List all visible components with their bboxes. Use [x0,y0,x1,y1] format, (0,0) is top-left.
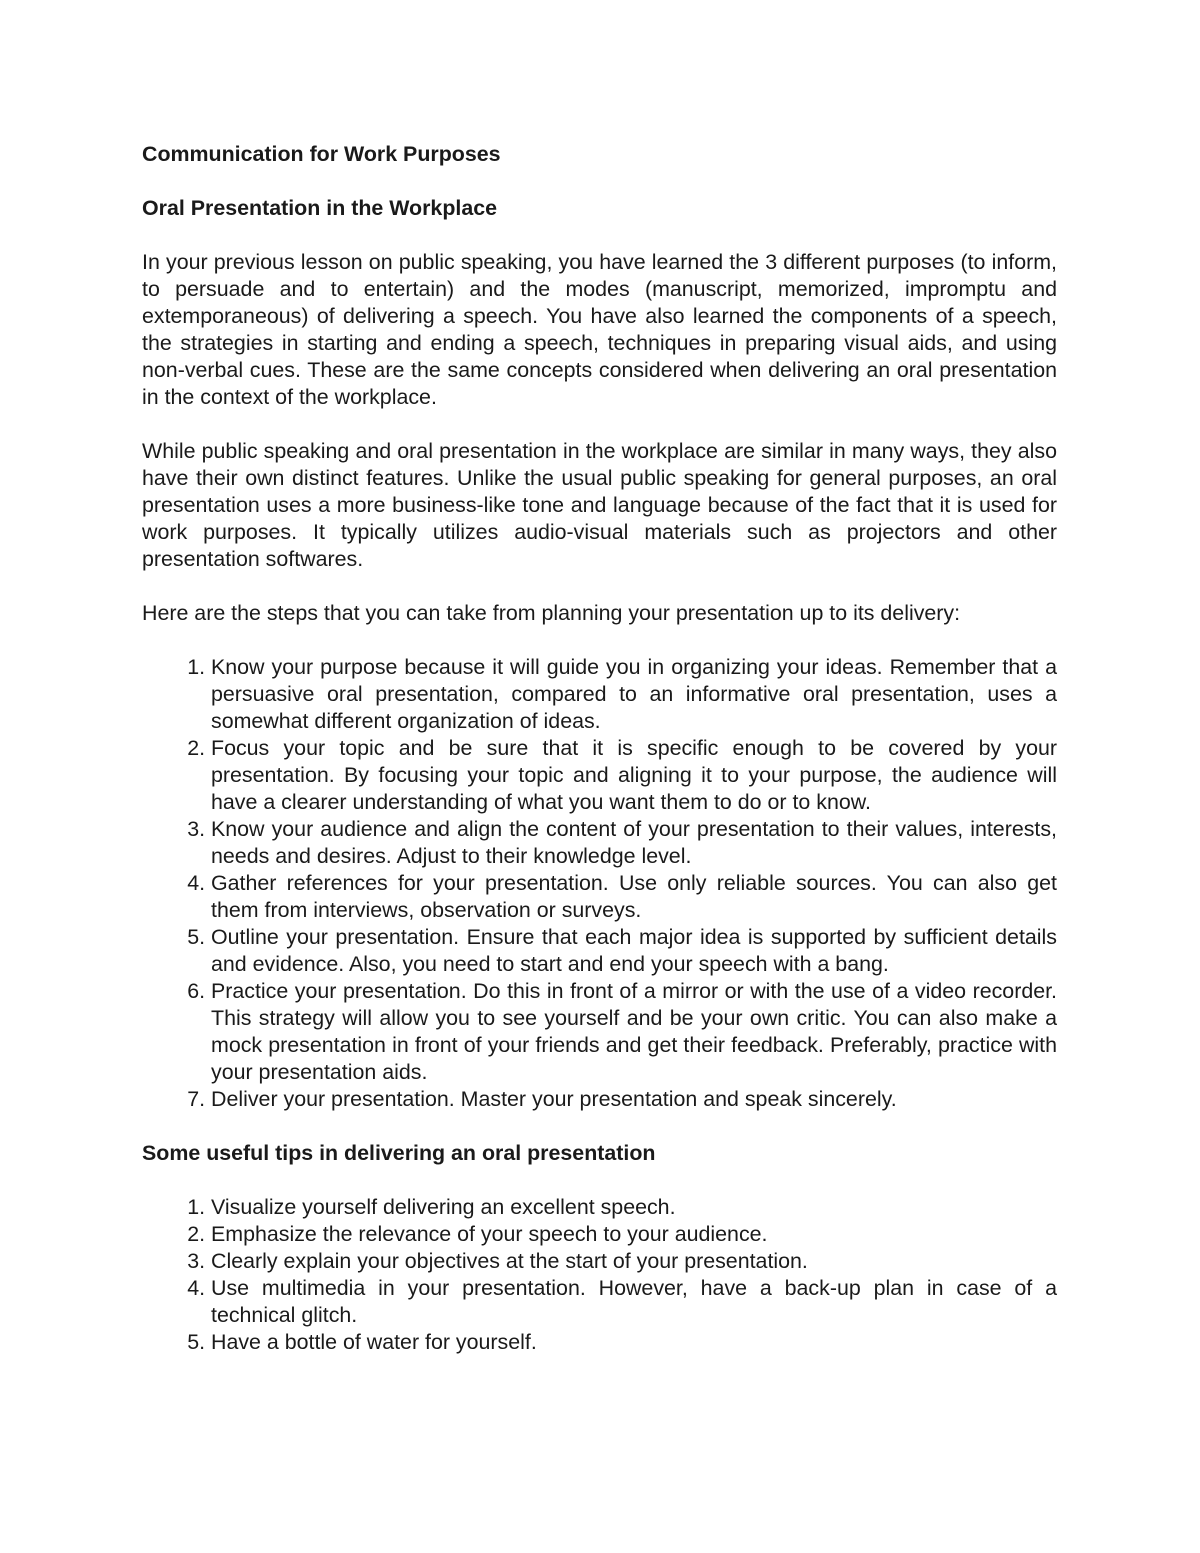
document-page [142,141,1057,1383]
paragraph-intro: In your previous lesson on public speaking, you have learned the 3 different purposes (to inform, to persuade and to entertain) and the modes (manuscript, memorized, impromptu and extemporaneous) of delivering a speech. You have also learned the components of a speech, the strategies in starting and ending a speech, techniques in preparing visual aids, and using non-verbal cues. These are the same concepts considered when delivering an oral presentation in the context of the workplace. [142,250,1057,409]
tips-list [142,1194,1057,1356]
list-item: 5. Have a bottle of water for yourself. [211,1329,1057,1356]
list-item: 1. Know your purpose because it will guide you in organizing your ideas. Remember that a persuasive oral presentation, compared to an informative oral presentation, uses a somewhat different organization of ideas. [211,654,1057,735]
list-item: 5. Outline your presentation. Ensure that each major idea is supported by sufficient details and evidence. Also, you need to start and end your speech with a bang. [211,924,1057,978]
list-item: 7. Deliver your presentation. Master your presentation and speak sincerely. [211,1086,1057,1113]
list-item: 1. Visualize yourself delivering an excellent speech. [211,1194,1057,1221]
paragraph-features: While public speaking and oral presentation in the workplace are similar in many ways, they also have their own distinct features. Unlike the usual public speaking for general purposes, an oral presentation uses a more business-like tone and language because of the fact that it is used for work purposes. It typically utilizes audio-visual materials such as projectors and other presentation softwares. [142,439,1057,571]
list-item: 4. Gather references for your presentation. Use only reliable sources. You can also get them from interviews, observation or surveys. [211,870,1057,924]
tips-heading: Some useful tips in delivering an oral presentation [142,1141,656,1165]
list-item: 2. Focus your topic and be sure that it is specific enough to be covered by your presentation. By focusing your topic and aligning it to your purpose, the audience will have a clearer understanding of what you want them to do or to know. [211,735,1057,816]
list-item: 3. Know your audience and align the content of your presentation to their values, interests, needs and desires. Adjust to their knowledge level. [211,816,1057,870]
steps-list [142,654,1057,1113]
list-item: 3. Clearly explain your objectives at the start of your presentation. [211,1248,1057,1275]
list-item: 6. Practice your presentation. Do this in front of a mirror or with the use of a video recorder. This strategy will allow you to see yourself and be your own critic. You can also make a mock presentation in front of your friends and get their feedback. Preferably, practice with your presentation aids. [211,978,1057,1086]
list-item: 2. Emphasize the relevance of your speech to your audience. [211,1221,1057,1248]
document-title: Communication for Work Purposes [142,142,501,166]
section-heading: Oral Presentation in the Workplace [142,196,498,220]
paragraph-steps-intro: Here are the steps that you can take from planning your presentation up to its delivery: [142,601,961,625]
list-item: 4. Use multimedia in your presentation. However, have a back-up plan in case of a technical glitch. [211,1275,1057,1329]
